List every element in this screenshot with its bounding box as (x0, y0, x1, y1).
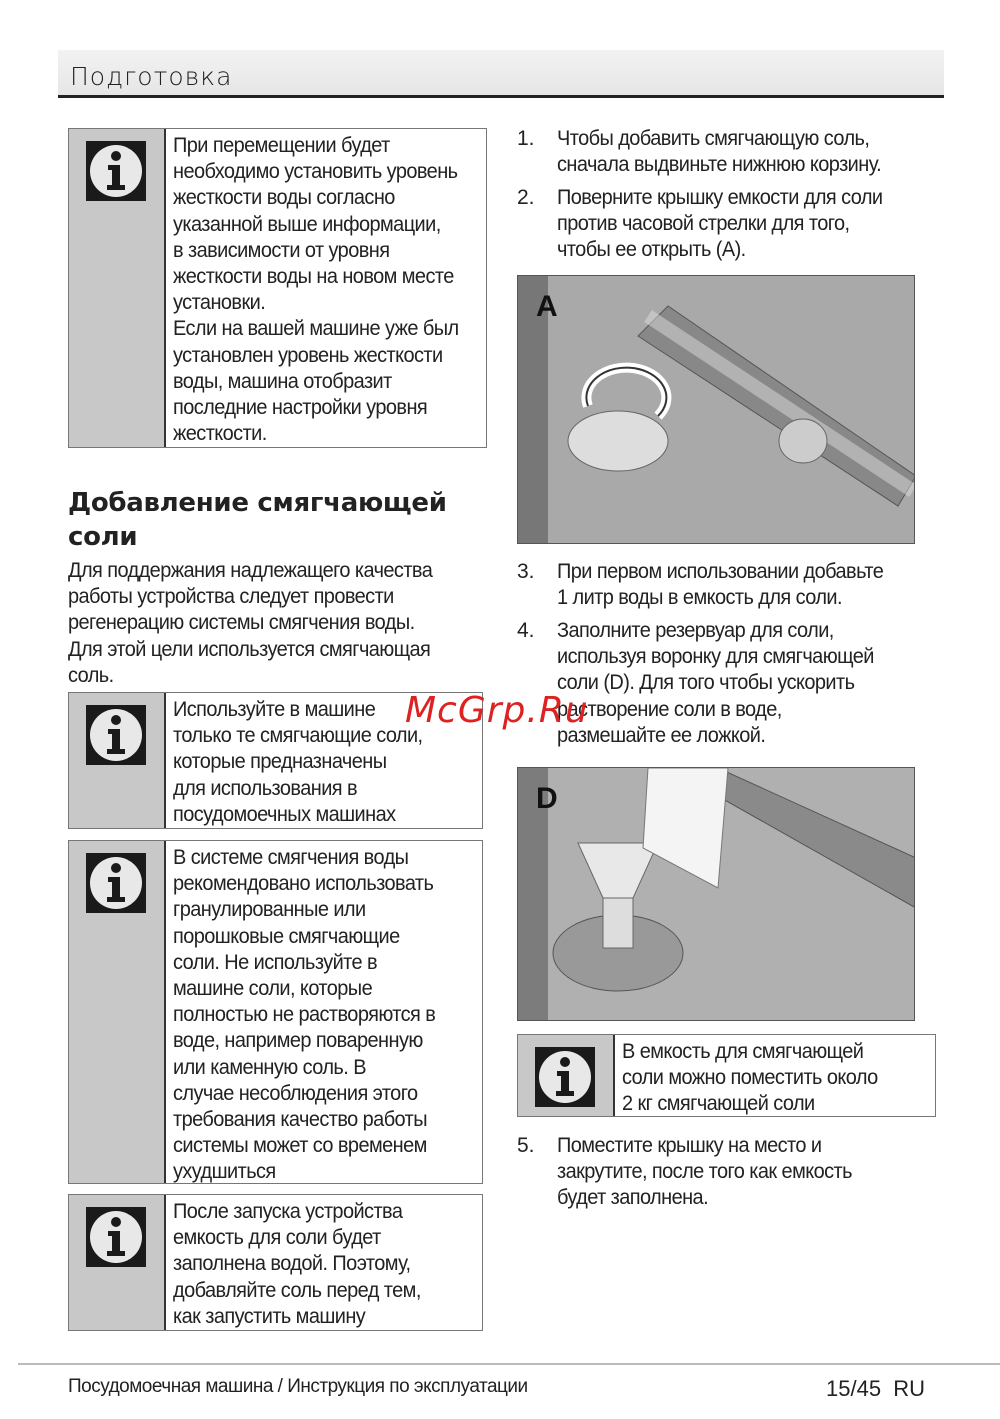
dishwasher-illustration (518, 276, 915, 544)
footer-divider (18, 1363, 1000, 1365)
watermark: McGrp.Ru (405, 690, 589, 731)
info-icon (69, 129, 166, 447)
info-note-text: В емкость для смягчающей соли можно поместить около 2 кг смягчающей соли (622, 1040, 878, 1116)
footer-text: Посудомоечная машина / Инструкция по эксплуатации (68, 1376, 528, 1397)
photo-open-salt-cap (517, 275, 915, 544)
info-icon (69, 1195, 166, 1330)
info-icon (518, 1035, 615, 1116)
info-note-text: Используйте в машине только те смягчающие соли, которые предназначены для использования в посудомоечных машинах (173, 698, 423, 826)
info-icon (69, 841, 166, 1183)
info-note-text: При перемещении будет необходимо установить уровень жесткости воды согласно указанной выше информации, в зависимости от уровня жесткости воды на новом месте установки. Если на вашей машине уже был установлен уровень жесткости воды, машина отобразит последние настройки уровня жесткости. (173, 134, 459, 446)
section-title: Подготовка (70, 62, 233, 91)
dishwasher-illustration (518, 768, 915, 1021)
photo-label: A (536, 290, 558, 323)
step-item: 4. Заполните резервуар для соли, используя воронку для смягчающей соли (D). Для того чтобы ускорить растворение соли в воде, размешайте ее ложкой. (517, 619, 874, 747)
intro-paragraph: Для поддержания надлежащего качества работы устройства следует провести регенерацию системы смягчения воды. Для этой цели используется смягчающая соль. (68, 559, 433, 687)
section-heading: Добавление смягчающей соли (68, 488, 447, 552)
photo-label: D (536, 782, 558, 815)
step-item: 3. При первом использовании добавьте 1 литр воды в емкость для соли. (517, 560, 884, 610)
photo-fill-salt (517, 767, 915, 1021)
section-header (58, 50, 944, 98)
page-number: 15/45 RU (826, 1376, 926, 1401)
step-item: 5. Поместите крышку на место и закрутите, после того как емкость будет заполнена. (517, 1134, 852, 1210)
info-note-text: В системе смягчения воды рекомендовано использовать гранулированные или порошковые смягчающие соли. Не используйте в машине соли, которые полностью не растворяются в воде, например поваренную или каменную соль. В случае несоблюдения этого требования качество работы системы может со временем ухудшиться (173, 846, 436, 1184)
info-note (517, 1034, 936, 1117)
info-note-text: После запуска устройства емкость для соли будет заполнена водой. Поэтому, добавляйте соль перед тем, как запустить машину (173, 1200, 421, 1328)
step-item: 1. Чтобы добавить смягчающую соль, сначала выдвиньте нижнюю корзину. (517, 127, 882, 177)
info-note (68, 840, 483, 1184)
info-note (68, 1194, 483, 1331)
info-note (68, 128, 487, 448)
step-item: 2. Поверните крышку емкости для соли против часовой стрелки для того, чтобы ее открыть (A). (517, 186, 883, 262)
info-icon (69, 693, 166, 828)
